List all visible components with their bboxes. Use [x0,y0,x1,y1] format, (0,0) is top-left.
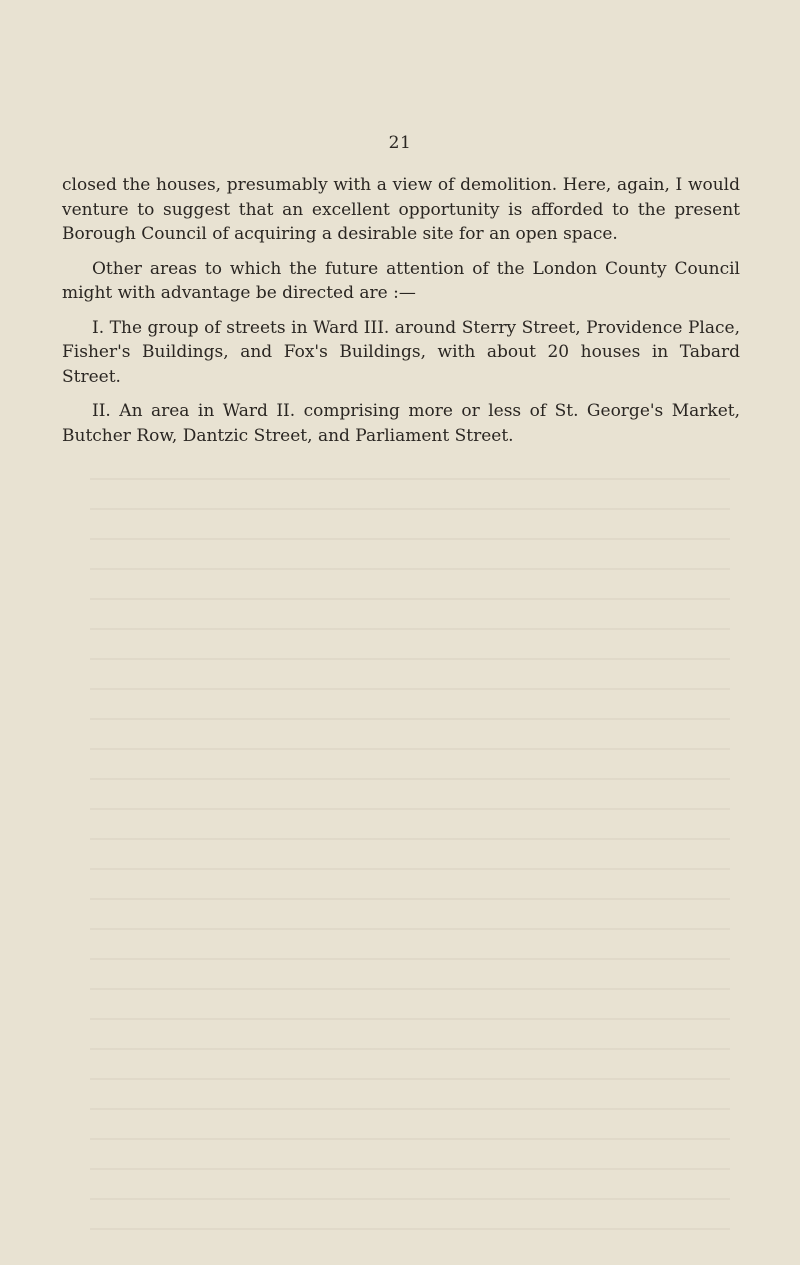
page-number: 21 [388,133,412,153]
paragraph-item-two: II. An area in Ward II. comprising more or less of St. George's Market, Butcher Row, Dantzic Street, and Parliament Street. [62,401,740,446]
paragraph-continuation: closed the houses, presumably with a view of demolition. Here, again, I would venture to suggest that an excellent opportunity is afforded to the present Borough Council of acquiring a desirable site for an open space. [62,175,740,244]
paragraph-other-areas: Other areas to which the future attention of the London County Council might with advantage be directed are :— [62,258,740,303]
show-through-texture [90,460,730,1250]
body-text [62,173,740,458]
paragraph-item-one: I. The group of streets in Ward III. around Sterry Street, Providence Place, Fisher's Buildings, and Fox's Buildings, with about 20 houses in Tabard Street. [62,317,740,387]
